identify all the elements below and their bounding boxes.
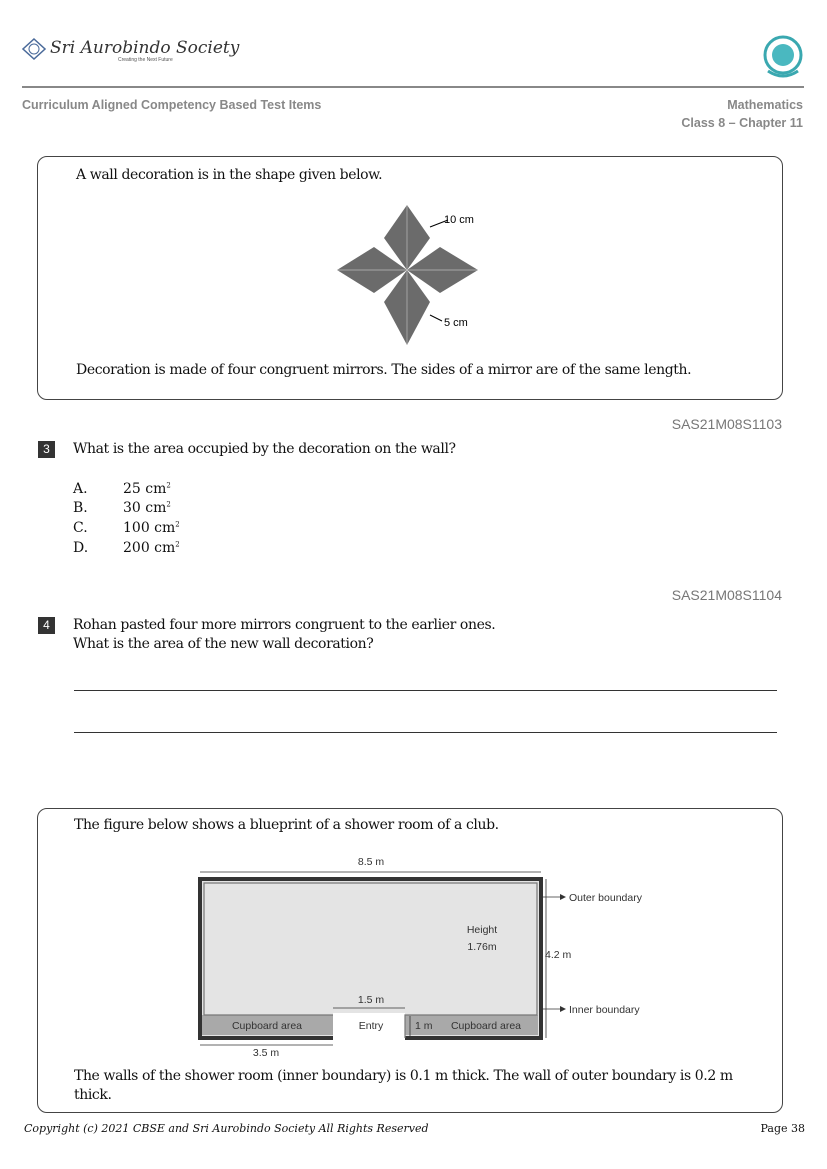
option-value: 200 cm: [123, 540, 176, 556]
footer-page: Page 38: [760, 1122, 805, 1135]
logo-tagline: Creating the Next Future: [118, 57, 173, 63]
option-sup: 2: [175, 540, 180, 549]
q4-number: 4: [38, 617, 55, 634]
q4-code: SAS21M08S1104: [671, 587, 782, 603]
entry-label: Entry: [358, 1020, 384, 1032]
q3-option-a[interactable]: [123, 481, 171, 497]
logo-text: Sri Aurobindo Society: [50, 38, 240, 58]
q3-text: What is the area occupied by the decoration on the wall?: [73, 441, 456, 457]
shower-room-blueprint: [190, 850, 660, 1062]
height-label: Height: [466, 924, 498, 936]
option-sup: 2: [166, 481, 171, 490]
q4-line2: What is the area of the new wall decoration?: [73, 636, 374, 652]
q4-line1: Rohan pasted four more mirrors congruent to the earlier ones.: [73, 617, 496, 633]
q3-option-b-letter[interactable]: B.: [73, 500, 88, 516]
answer-line[interactable]: [74, 732, 777, 733]
label-10cm: 10 cm: [444, 214, 474, 226]
cupboard-left-label: Cupboard area: [231, 1020, 303, 1032]
passage2-intro: The figure below shows a blueprint of a shower room of a club.: [74, 817, 499, 833]
q3-option-c-letter[interactable]: C.: [73, 520, 88, 536]
passage1-note: Decoration is made of four congruent mirrors. The sides of a mirror are of the same length.: [76, 362, 692, 378]
q3-option-c[interactable]: [123, 520, 180, 536]
passage2-note-line1: The walls of the shower room (inner boundary) is 0.1 m thick. The wall of outer boundary is 0.2 m: [74, 1068, 733, 1084]
footer-copyright: Copyright (c) 2021 CBSE and Sri Aurobindo Society All Rights Reserved: [24, 1122, 429, 1135]
outer-boundary-label: Outer boundary: [569, 892, 642, 904]
height-value: 1.76m: [467, 941, 497, 953]
option-value: 100 cm: [123, 520, 176, 536]
entry-width-label: 1.5 m: [357, 994, 385, 1006]
option-value: 25 cm: [123, 481, 167, 497]
header-class-chapter: Class 8 – Chapter 11: [681, 116, 803, 130]
inner-boundary-label: Inner boundary: [569, 1004, 640, 1016]
cbse-logo-icon: [762, 35, 804, 81]
q3-code: SAS21M08S1103: [671, 416, 782, 432]
depth-label: 4.2 m: [545, 949, 572, 961]
header-subject: Mathematics: [727, 98, 803, 112]
header-title: Curriculum Aligned Competency Based Test Items: [22, 98, 322, 112]
q3-option-b[interactable]: [123, 500, 171, 516]
q3-option-d[interactable]: [123, 540, 180, 556]
width-label: 8.5 m: [357, 856, 385, 868]
header-divider: [22, 86, 804, 88]
passage2-note-line2: thick.: [74, 1087, 112, 1103]
label-5cm: 5 cm: [444, 317, 468, 329]
q3-option-a-letter[interactable]: A.: [73, 481, 88, 497]
answer-line[interactable]: [74, 690, 777, 691]
left-length-label: 3.5 m: [252, 1047, 280, 1059]
option-value: 30 cm: [123, 500, 167, 516]
q3-number: 3: [38, 441, 55, 458]
cupboard-depth-label: 1 m: [415, 1020, 433, 1032]
mirror-decoration-figure: [330, 200, 490, 350]
option-sup: 2: [166, 500, 171, 509]
q3-option-d-letter[interactable]: D.: [73, 540, 89, 556]
cupboard-right-label: Cupboard area: [450, 1020, 522, 1032]
option-sup: 2: [175, 520, 180, 529]
passage1-intro: A wall decoration is in the shape given below.: [76, 167, 383, 183]
society-logo-icon: [22, 38, 46, 60]
